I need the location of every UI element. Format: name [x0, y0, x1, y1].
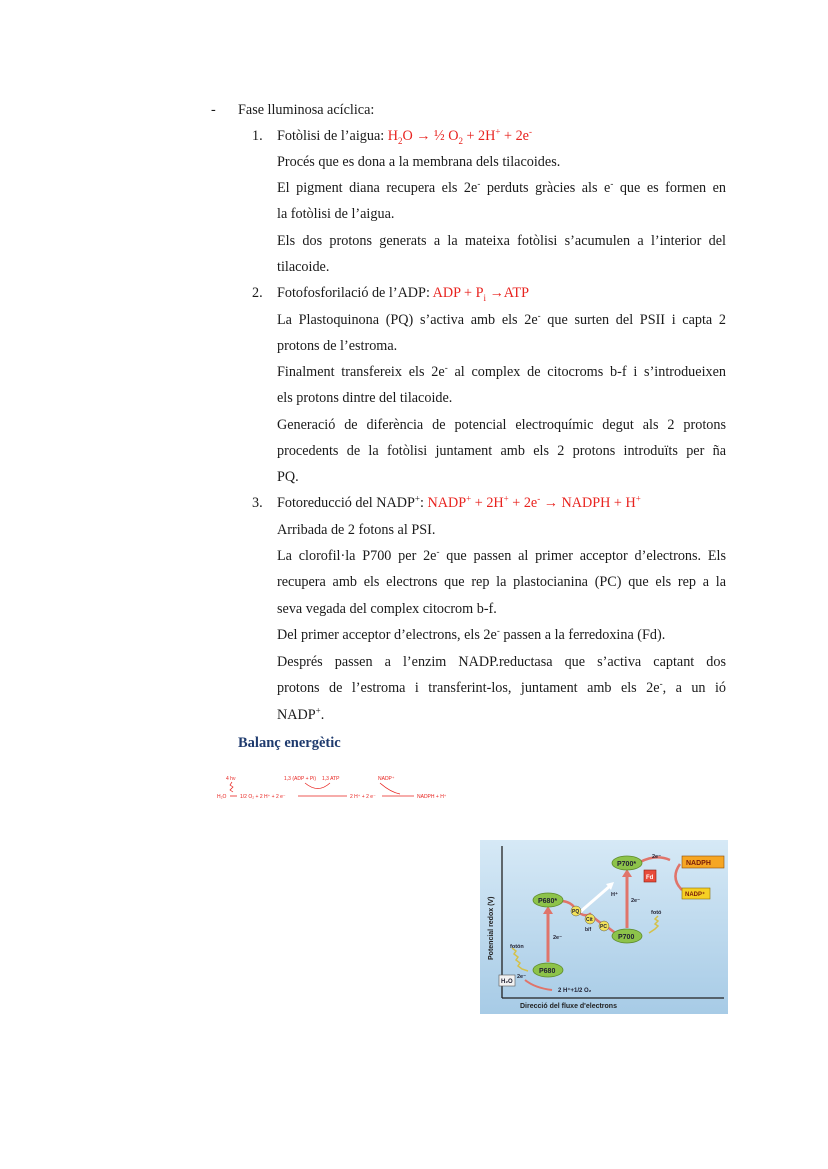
step3-para1: Arribada de 2 fotons al PSI. [277, 522, 436, 538]
p700-star-label: P700* [617, 861, 637, 868]
step3-label: Fotoreducció del NADP+: [277, 493, 428, 511]
step2-para3-line2: procedents de la fotòlisi juntament amb els 2 protons introduïts per ña [277, 443, 726, 459]
step3-para4-line3: NADP+. [277, 705, 325, 723]
step2-equation: ADP + $P_i \to ATP$ [432, 285, 529, 303]
wave-icon [230, 782, 233, 792]
nadph-label: NADPH [686, 860, 711, 867]
scheme-nadp: NADP⁺ [378, 776, 395, 782]
step3-para4-line1: Després passen a l’enzim NADP.reductasa que s’activa captant dos [277, 654, 726, 670]
step1-para3-line1: Els dos protons generats a la mateixa fotòlisi s’acumulen a l’interior del [277, 233, 726, 249]
electrons-label-4: 2e⁻ [517, 974, 527, 980]
step1-para2-line1: El pigment diana recupera els 2e- perduts gràcies als e- que es formen en [277, 178, 726, 196]
electrons-label-1: 2e⁻ [553, 935, 563, 941]
photon-label-1: fotón [510, 944, 524, 950]
step1-heading [277, 123, 532, 149]
cit-label: Cit [586, 917, 593, 923]
scheme-h2o: H₂O [217, 794, 227, 800]
step1-para3-line2: tilacoide. [277, 259, 330, 275]
x-axis-label: Direcció del fluxe d'electrons [520, 1003, 617, 1010]
scheme-eq2: 2 H⁺ + 2 e⁻ [350, 794, 376, 800]
electrons-label-3: 2e⁻ [652, 854, 662, 860]
step2-label: Fotofosforilació de l’ADP: [277, 285, 433, 301]
step2-para3-line1: Generació de diferència de potencial electroquímic degut als 2 protons [277, 417, 726, 433]
pc-label: PC [600, 924, 607, 930]
step3-equation: NADP+ + 2H+ + 2e- → NADPH + H+ [427, 493, 641, 511]
step3-para2-line1: La clorofil·la P700 per 2e- que passen al primer acceptor d’electrons. Els [277, 546, 726, 564]
products-label: 2 H⁺+1/2 O₂ [558, 988, 592, 994]
step1-para1: Procés que es dona a la membrana dels tilacoides. [277, 154, 561, 170]
step3-para4-line2: protons de l’estroma i transferint-los, juntament amb els 2e-, a un ió [277, 678, 726, 696]
scheme-atp: 1,3 ATP [322, 776, 340, 782]
z-scheme-figure [480, 840, 728, 1014]
list-dash: - [211, 102, 216, 118]
step2-para3-line3: PQ. [277, 469, 299, 485]
step2-para2-line2: els protons dintre del tilacoide. [277, 390, 453, 406]
scheme-product: NADPH + H⁺ [417, 794, 447, 800]
electrons-label-2: 2e⁻ [631, 898, 641, 904]
step1-number: 1. [252, 128, 263, 144]
p680-star-label: P680* [538, 898, 558, 905]
step3-heading [277, 490, 641, 516]
step3-para3: Del primer acceptor d’electrons, els 2e- passen a la ferredoxina (Fd). [277, 625, 666, 643]
step3-para2-line3: seva vegada del complex citocrom b-f. [277, 601, 497, 617]
bf-label: b/f [585, 927, 592, 933]
y-axis-label: Potencial redox (V) [488, 896, 495, 960]
fd-label: Fd [646, 875, 654, 881]
proton-label: H⁺ [611, 892, 618, 898]
curved-arrow-icon [380, 783, 400, 794]
section-title: Fase lluminosa acíclica: [238, 102, 375, 118]
p680-label: P680 [539, 968, 556, 975]
balance-heading: Balanç energètic [238, 735, 341, 751]
step2-heading [277, 280, 529, 306]
nadp-label: NADP⁺ [685, 892, 706, 898]
h2o-label: H₂O [501, 979, 513, 985]
energy-balance-scheme [210, 770, 470, 810]
photon-label-2: fotó [651, 910, 662, 916]
step2-para2-line1: Finalment transfereix els 2e- al complex de citocroms b-f i s’introdueixen [277, 362, 726, 380]
curved-arrow-icon [305, 783, 330, 789]
step3-number: 3. [252, 495, 263, 511]
step1-para2-line2: la fotòlisi de l’aigua. [277, 206, 395, 222]
step2-number: 2. [252, 285, 263, 301]
step1-equation: $H_2O$ → ½ $O_2 + 2H^+ + 2e^-$ [387, 126, 532, 146]
step1-label: Fotòlisi de l’aigua: [277, 128, 388, 144]
pq-label: PQ [572, 909, 580, 915]
step3-para2-line2: recupera amb els electrons que rep la plastocianina (PC) que els rep a la [277, 574, 726, 590]
scheme-adp: 1,3 (ADP + Pi) [284, 776, 317, 782]
scheme-eq1: 1/2 O₂ + 2 H⁺ + 2 e⁻ [240, 794, 286, 800]
step2-para1-line1: La Plastoquinona (PQ) s’activa amb els 2e- que surten del PSII i capta 2 [277, 310, 726, 328]
scheme-photons: 4 hν [226, 776, 236, 782]
step2-para1-line2: protons de l’estroma. [277, 338, 398, 354]
p700-label: P700 [618, 934, 635, 941]
